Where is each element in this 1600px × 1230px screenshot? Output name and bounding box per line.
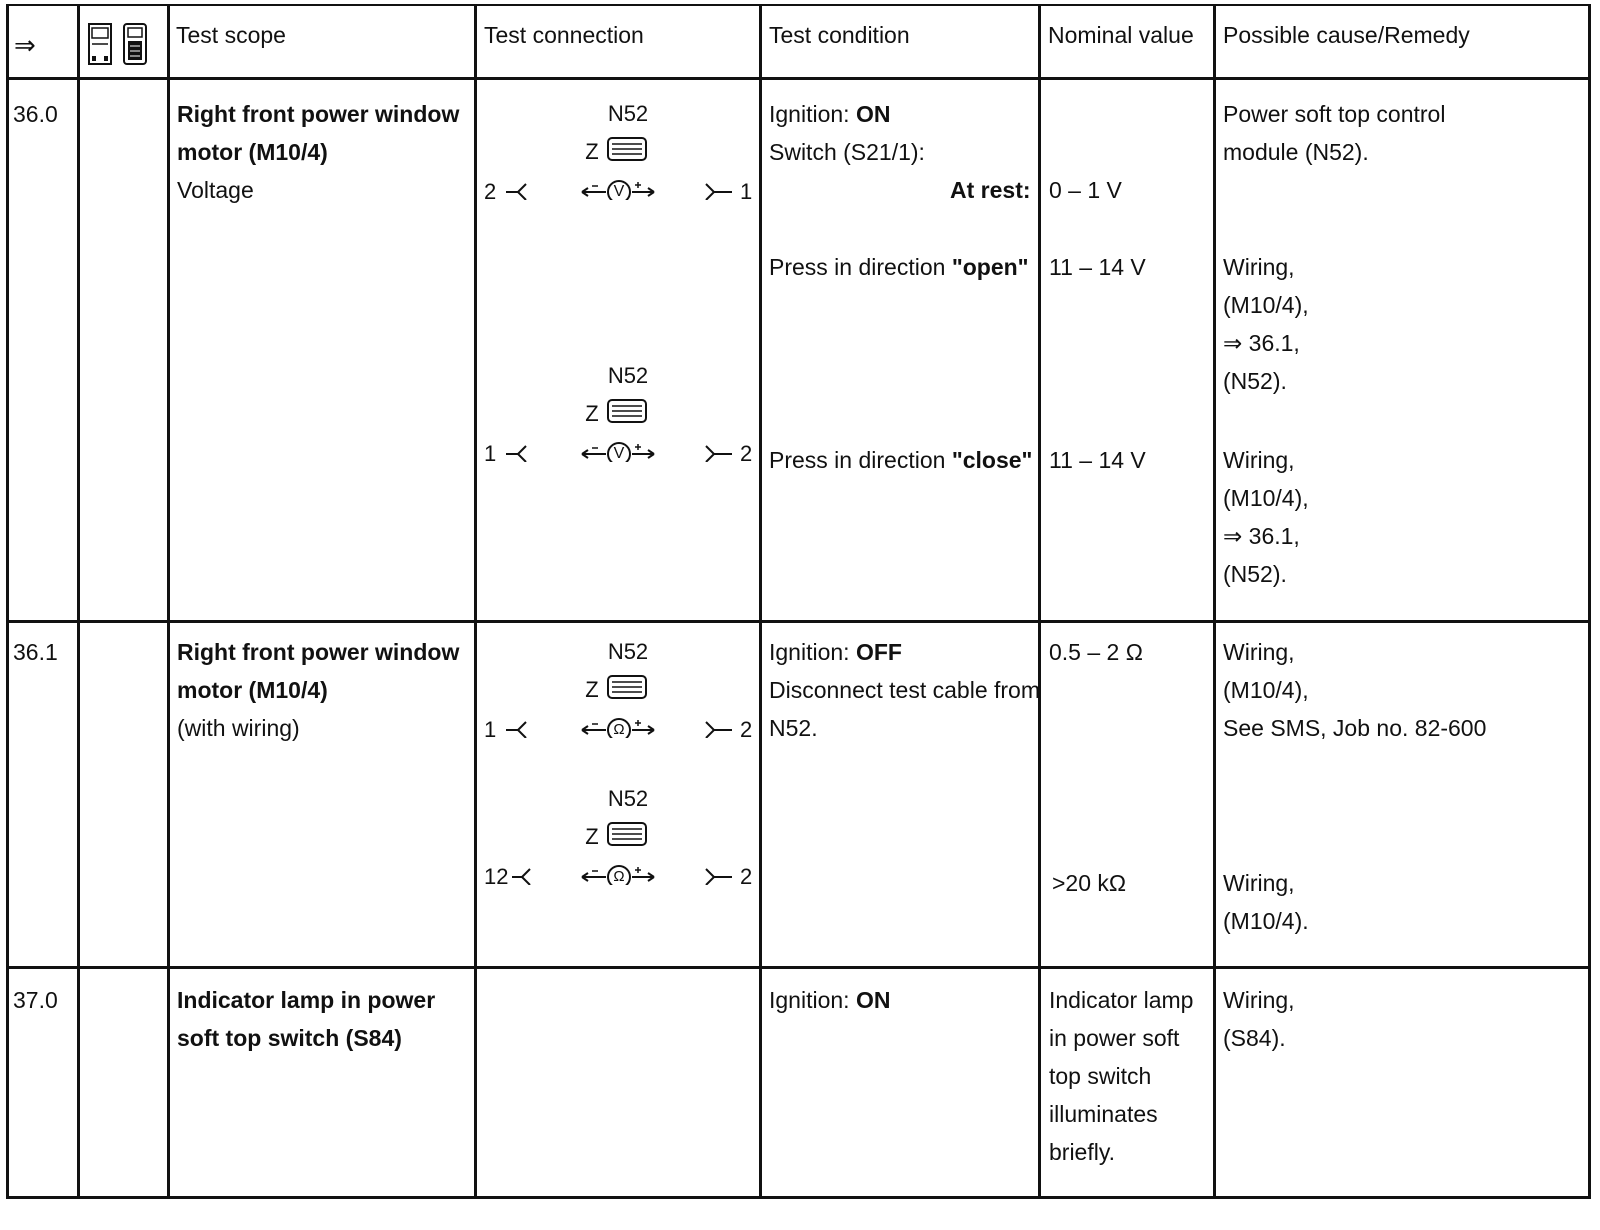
pin-right: 2 (740, 441, 753, 466)
pin-left: 12 (484, 864, 509, 889)
close-prefix: Press in direction (769, 447, 946, 473)
row-id: 37.0 (13, 987, 58, 1013)
nominal-value-line: illuminates (1049, 1101, 1158, 1127)
col-border-left (6, 4, 9, 1199)
cause-line: (M10/4), (1223, 677, 1309, 703)
cause-line: (N52). (1223, 561, 1287, 587)
module-label: N52 (607, 363, 649, 388)
pin-left: 1 (484, 441, 497, 466)
test-scope-title: Indicator lamp in power (177, 987, 436, 1013)
cause-line: module (N52). (1223, 139, 1369, 165)
ignition-label: Ignition: (769, 639, 850, 665)
cause-line: (M10/4), (1223, 485, 1309, 511)
test-scope-detail: (with wiring) (177, 715, 300, 741)
nominal-value: 11 – 14 V (1049, 447, 1146, 473)
col-border-6 (1213, 4, 1216, 1199)
z-label: Z (585, 677, 599, 702)
row-id: 36.1 (13, 639, 58, 665)
row-divider-1 (6, 620, 1591, 623)
col-border-4 (759, 4, 762, 1199)
nominal-value: 11 – 14 V (1049, 254, 1146, 280)
table-top-border (6, 4, 1591, 6)
ignition-value: ON (855, 987, 891, 1013)
col-border-right (1588, 4, 1591, 1199)
test-scope-title: Right front power window (177, 101, 460, 127)
col-border-3 (474, 4, 477, 1199)
test-condition-close (769, 441, 1032, 479)
cause-line: ⇒ 36.1, (1223, 523, 1300, 549)
pin-right: 1 (740, 179, 753, 204)
nominal-value: 0 – 1 V (1049, 177, 1122, 203)
header-test-connection: Test connection (484, 22, 644, 48)
test-condition-ignition (769, 95, 890, 133)
test-condition-line: Disconnect test cable from (769, 677, 1041, 703)
cause-line: Wiring, (1223, 987, 1295, 1013)
cause-line: (M10/4), (1223, 292, 1309, 318)
pin-left: 1 (484, 717, 497, 742)
ignition-label: Ignition: (769, 101, 850, 127)
header-test-scope: Test scope (176, 22, 286, 48)
test-scope-title: soft top switch (S84) (177, 1025, 402, 1051)
meter-symbol-label: Ω (613, 721, 625, 738)
ignition-value: OFF (855, 639, 902, 665)
z-label: Z (585, 139, 599, 164)
nominal-value-line: briefly. (1049, 1139, 1116, 1165)
handheld-tester-icon (122, 22, 148, 66)
module-label: N52 (607, 786, 649, 811)
meter-symbol-label: V (613, 445, 625, 462)
z-label: Z (585, 824, 599, 849)
cause-line: Wiring, (1223, 870, 1295, 896)
test-condition-ignition (769, 981, 890, 1019)
z-label: Z (585, 401, 599, 426)
nominal-value: 0.5 – 2 Ω (1049, 639, 1143, 665)
cause-line: ⇒ 36.1, (1223, 330, 1300, 356)
test-scope-detail: Voltage (177, 177, 254, 203)
test-scope-title: motor (M10/4) (177, 139, 328, 165)
nominal-value-line: top switch (1049, 1063, 1152, 1089)
col-border-2 (167, 4, 170, 1199)
row-divider-2 (6, 966, 1591, 969)
col-border-1 (77, 4, 80, 1199)
cause-line: See SMS, Job no. 82-600 (1223, 715, 1487, 741)
close-value: "close" (951, 447, 1033, 473)
header-possible-cause: Possible cause/Remedy (1223, 22, 1470, 48)
cause-line: Wiring, (1223, 639, 1295, 665)
test-condition-at-rest: At rest: (950, 177, 1031, 203)
open-prefix: Press in direction (769, 254, 946, 280)
header-bottom-border (6, 77, 1591, 80)
test-scope-title: motor (M10/4) (177, 677, 328, 703)
nominal-value-line: Indicator lamp (1049, 987, 1194, 1013)
header-arrow: ⇒ (14, 30, 36, 60)
cause-line: Power soft top control (1223, 101, 1446, 127)
test-scope-title: Right front power window (177, 639, 460, 665)
cause-line: (S84). (1223, 1025, 1286, 1051)
nominal-value: >20 kΩ (1052, 870, 1127, 896)
header-nominal-value: Nominal value (1048, 22, 1194, 48)
test-connection-diagram (478, 362, 758, 466)
ignition-label: Ignition: (769, 987, 850, 1013)
pin-right: 2 (740, 864, 753, 889)
test-condition-open (769, 248, 1029, 286)
test-connection-diagram (478, 785, 758, 889)
pin-left: 2 (484, 179, 497, 204)
module-label: N52 (607, 101, 649, 126)
test-condition-line: N52. (769, 715, 818, 741)
row-id: 36.0 (13, 101, 58, 127)
cause-line: (M10/4). (1223, 908, 1309, 934)
col-border-5 (1038, 4, 1041, 1199)
meter-symbol-label: Ω (613, 868, 625, 885)
header-test-condition: Test condition (769, 22, 910, 48)
tester-device-icon (87, 22, 113, 66)
module-label: N52 (607, 639, 649, 664)
test-condition-ignition (769, 633, 902, 671)
ignition-value: ON (855, 101, 891, 127)
table-bottom-border (6, 1196, 1591, 1199)
cause-line: Wiring, (1223, 447, 1295, 473)
test-connection-diagram (478, 100, 758, 204)
meter-symbol-label: V (613, 183, 625, 200)
pin-right: 2 (740, 717, 753, 742)
cause-line: (N52). (1223, 368, 1287, 394)
nominal-value-line: in power soft (1049, 1025, 1180, 1051)
open-value: "open" (951, 254, 1029, 280)
test-condition-switch: Switch (S21/1): (769, 139, 925, 165)
cause-line: Wiring, (1223, 254, 1295, 280)
test-connection-diagram (478, 638, 758, 742)
